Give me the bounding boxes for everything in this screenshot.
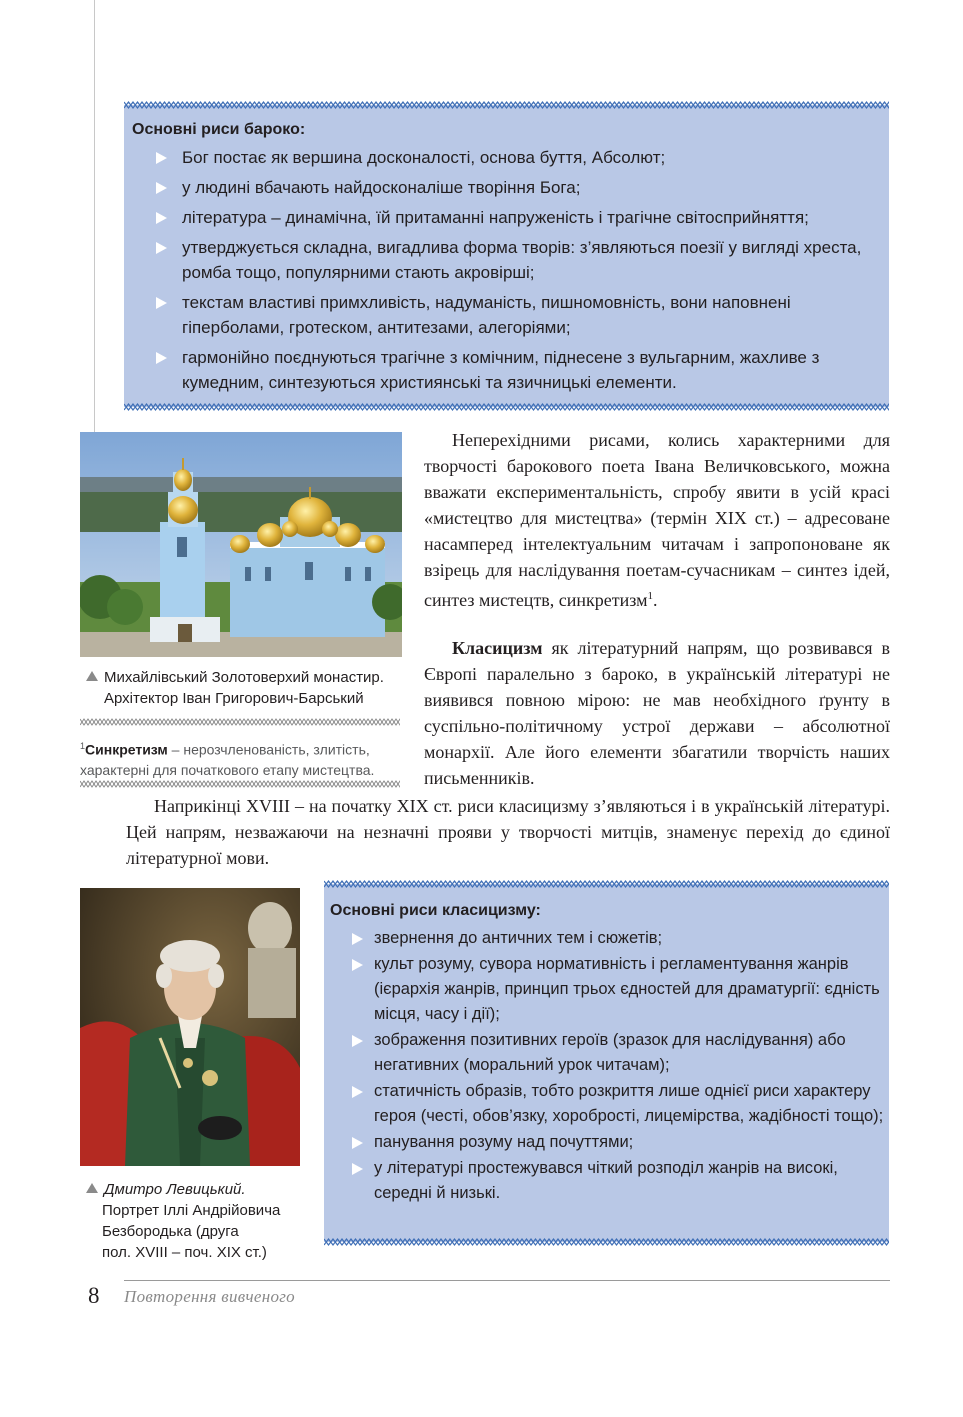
list-item: звернення до античних тем і сюжетів;	[330, 926, 889, 951]
paragraph-classicism: Класицизм як літературний напрям, що розвивався в Європі паралельно з бароко, в українській літературі не виявився повною мірою: не мав необхідного ґрунту в суспільно-політичному устрої держави – абсолютної монархії. Але його елементи збагатили творчість наших письменників.	[424, 638, 890, 788]
portrait-painting	[80, 888, 300, 1166]
margin-rule	[94, 0, 95, 488]
ornament-border-top	[324, 880, 889, 888]
baroque-box-title: Основні риси бароко:	[132, 121, 306, 138]
footer-rule	[124, 1280, 890, 1281]
footnote-ornament-top	[80, 718, 400, 726]
bullet-triangle-icon	[352, 1163, 363, 1175]
classicism-box-title: Основні риси класицизму:	[330, 902, 541, 919]
footnote-ornament-bottom	[80, 780, 400, 788]
bullet-triangle-icon	[156, 297, 167, 309]
classicism-features-list	[330, 926, 889, 1206]
list-item: утверджується складна, вигадлива форма творів: з’являються поезії у вигляді хреста, ромба тощо, популярними стають акровірші;	[132, 235, 889, 285]
classicism-features-box	[324, 884, 889, 1242]
caption-triangle-icon	[86, 1183, 98, 1193]
bullet-triangle-icon	[352, 1035, 363, 1047]
ornament-border-bottom	[324, 1238, 889, 1246]
list-item: культ розуму, сувора нормативність і регламентування жанрів (ієрархія жанрів, принцип трьох єдностей для драматургії: єдність місця, часу і дії);	[330, 952, 889, 1027]
ornament-border-top	[124, 101, 889, 109]
ornament-border-bottom	[124, 403, 889, 411]
monastery-caption: Михайлівський Золотоверхий монастир. Архітектор Іван Григорович-Барський	[86, 667, 406, 709]
footnote: $^1$Синкретизм – нерозчленованість, злитість, характерні для початкового етапу мистецтва.	[80, 741, 375, 778]
bullet-triangle-icon	[156, 182, 167, 194]
baroque-features-list	[132, 145, 889, 395]
list-item: панування розуму над почуттями;	[330, 1130, 889, 1155]
term-classicism: Класицизм	[452, 638, 543, 658]
baroque-features-box	[124, 105, 889, 407]
footnote-term: Синкретизм	[85, 741, 168, 758]
list-item: зображення позитивних героїв (зразок для наслідування) або негативних (моральний урок читачам);	[330, 1028, 889, 1078]
bullet-triangle-icon	[352, 933, 363, 945]
list-item: у людині вбачають найдосконаліше творіння Бога;	[132, 175, 889, 200]
list-item: текстам властиві примхливість, надуманість, пишномовність, вони наповнені гіперболами, гротеском, антитезами, алегоріями;	[132, 290, 889, 340]
bullet-triangle-icon	[156, 352, 167, 364]
bullet-triangle-icon	[156, 242, 167, 254]
bullet-triangle-icon	[352, 1137, 363, 1149]
bullet-triangle-icon	[156, 212, 167, 224]
caption-triangle-icon	[86, 671, 98, 681]
list-item: гармонійно поєднуються трагічне з комічним, піднесене з вульгарним, жахливе з кумедним, синтезуються християнські та язичницькі елементи.	[132, 345, 889, 395]
monastery-photo	[80, 432, 402, 657]
bullet-triangle-icon	[156, 152, 167, 164]
paragraph-velychkovsky: Неперехідними рисами, колись характерними для творчості барокового поета Івана Величковського, можна вважати експериментальність, спробу явити в усій красі «мистецтво для мистецтва» (термін XIX ст.) – адресоване насамперед інтелектуальним читачам і запропоноване як взірець для наслідування поетам-сучасникам – синтез ідей, синтез мистецтв, синкретизм$^1$.	[424, 430, 890, 610]
paragraph-classicism-ukraine: Наприкінці XVIII – на початку XIX ст. риси класицизму з’являються і в українській літературі. Цей напрям, незважаючи на незначні прояви у творчості митців, знаменує перехід до єдиної літературної мови.	[126, 796, 890, 868]
section-title: Повторення вивченого	[124, 1287, 295, 1306]
list-item: у літературі простежувався чіткий розподіл жанрів на високі, середні й низькі.	[330, 1156, 889, 1206]
bullet-triangle-icon	[352, 959, 363, 971]
list-item: статичність образів, тобто розкриття лише однієї риси характеру героя (честі, обов’язку, хоробрості, лицемірства, жадібності тощо);	[330, 1079, 889, 1129]
list-item: література – динамічна, їй притаманні напруженість і трагічне світосприйняття;	[132, 205, 889, 230]
list-item: Бог постає як вершина досконалості, основа буття, Абсолют;	[132, 145, 889, 170]
page-number: 8	[88, 1283, 100, 1308]
portrait-caption: Дмитро Левицький. Портрет Іллі Андрійовича Безбородька (друга пол. XVIII – поч. XIX ст.)	[86, 1179, 306, 1263]
bullet-triangle-icon	[352, 1086, 363, 1098]
